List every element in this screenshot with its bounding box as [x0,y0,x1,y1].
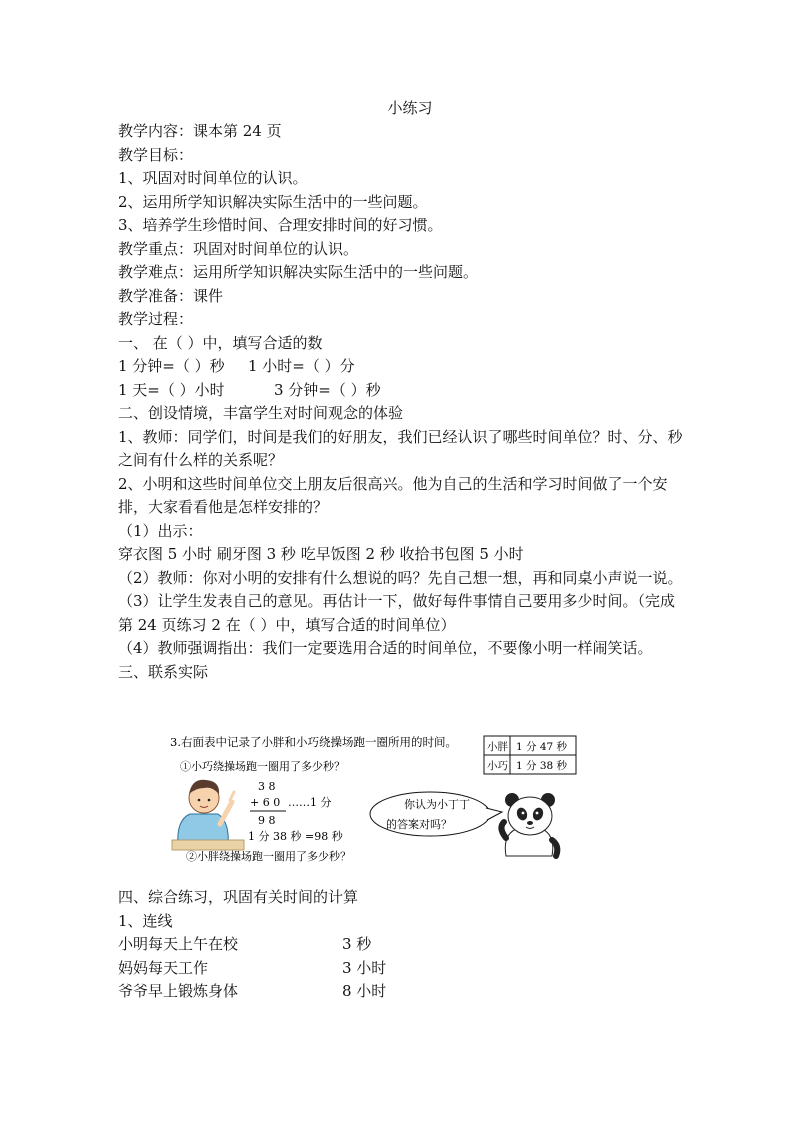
panda-illustration [501,793,557,856]
figure-question-2: ②小胖绕操场跑一圈用了多少秒？ [186,850,351,863]
difficulty: 教学难点：运用所学知识解决实际生活中的一些问题。 [118,263,479,281]
section-2-paragraph-1: 1、教师：同学们，时间是我们的好朋友，我们已经认识了哪些时间单位？时、分、秒之间有什么样的关系呢？ [118,427,683,469]
bubble-line-2: 的答案对吗？ [386,818,452,831]
section-2-paragraph-2: 2、小明和这些时间单位交上朋友后很高兴。他为自己的生活和学习时间做了一个安排，大家看看他是怎样安排的？ [118,474,668,516]
section-1-row-2 [118,379,688,403]
step-4: （4）教师强调指出：我们一定要选用合适的时间单位，不要像小明一样闹笑话。 [118,639,653,657]
step-2: （2）教师：你对小明的安排有什么想说的吗？先自己想一想，再和同桌小声说一说。 [118,568,683,587]
section-2-heading: 二、创设情境，丰富学生对时间观念的体验 [118,404,404,422]
schedule-items: 穿衣图 5 小时 刷牙图 3 秒 吃早饭图 2 秒 收拾书包图 5 小时 [118,545,524,563]
fill-question-2: 1 小时=（ ）分 [248,357,355,375]
preparation: 教学准备：课件 [118,286,224,305]
calc-top: 3 8 [258,780,276,793]
figure-svg [168,728,588,878]
match-row [118,980,688,1004]
table-cell-name-2: 小巧 [487,760,508,772]
boy-illustration [172,780,244,850]
bubble-line-1: 你认为小丁丁 [404,798,470,811]
match-left-1: 小明每天上午在校 [118,935,239,953]
step-3: （3）让学生发表自己的意见。再估计一下，做好每件事情自己要用多少时间。（完成第 24 页练习 2 在（ ）中，填写合适的时间单位） [118,592,676,634]
match-right-2: 3 小时 [342,958,387,977]
fill-question-4: 3 分钟=（ ）秒 [274,380,381,399]
table-cell-name-1: 小胖 [487,741,508,753]
page-title: 小练习 [387,99,433,117]
calc-note: ……1 分 [288,796,332,809]
match-right-3: 8 小时 [342,982,387,1000]
lesson-body [118,120,688,684]
fill-question-1: 1 分钟=（ ）秒 [118,357,225,375]
goal-2: 2、运用所学知识解决实际生活中的一些问题。 [118,192,428,211]
textbook-figure [168,728,588,878]
goal-3: 3、培养学生珍惜时间、合理安排时间的好习惯。 [118,216,443,234]
section-4-heading: 四、综合练习，巩固有关时间的计算 [118,888,359,906]
calc-conversion: 1 分 38 秒 =98 秒 [248,830,343,843]
calc-middle: + 6 0 [250,796,281,809]
match-row [118,957,688,981]
figure-problem-text: 3.右面表中记录了小胖和小巧绕操场跑一圈所用的时间。 [170,735,457,749]
goals-heading: 教学目标： [118,145,194,164]
match-right-1: 3 秒 [342,935,372,953]
time-table [484,736,576,774]
process-heading: 教学过程： [118,310,194,328]
goal-1: 1、巩固对时间单位的认识。 [118,169,308,187]
table-cell-time-2: 1 分 38 秒 [516,760,568,772]
speech-bubble [370,792,502,836]
match-left-2: 妈妈每天工作 [118,958,209,977]
section-1-heading: 一、 在（ ）中，填写合适的数 [118,333,323,352]
match-left-3: 爷爷早上锻炼身体 [118,982,239,1000]
section-1-row-1 [118,355,688,379]
section-4-sub: 1、连线 [118,911,173,930]
figure-question-1: ①小巧绕操场跑一圈用了多少秒？ [180,760,345,773]
fill-question-3: 1 天=（ ）小时 [118,380,225,399]
step-1: （1）出示： [118,521,203,540]
match-row [118,933,688,957]
table-cell-time-1: 1 分 47 秒 [516,741,568,753]
section-3-heading: 三、联系实际 [118,662,209,681]
teaching-content: 教学内容：课本第 24 页 [118,122,282,140]
calc-result: 9 8 [258,814,276,827]
key-point: 教学重点：巩固对时间单位的认识。 [118,239,359,258]
section-4 [118,886,688,1004]
